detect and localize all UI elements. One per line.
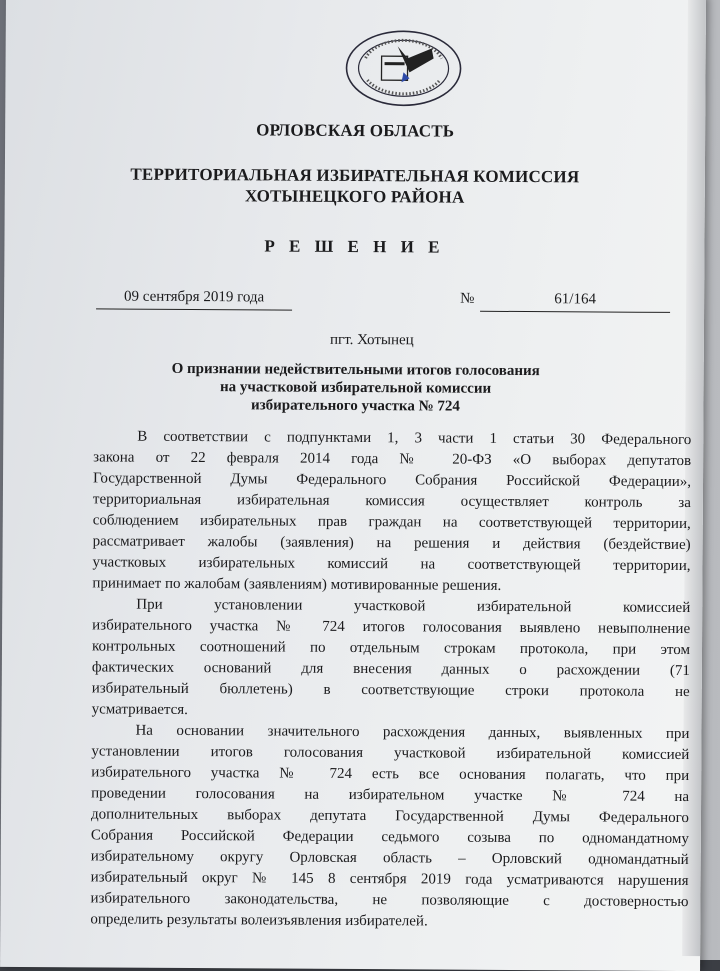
decision-date: 09 сентября 2019 года (96, 286, 292, 310)
place-of-issue: пгт. Хотынец (330, 331, 414, 349)
body-text-line: Собрания Российской Федерации седьмого созыва по одномандатному (90, 827, 689, 848)
body-text-line: На основании значительного расхождения данных, выявленных при (135, 722, 690, 743)
number-label: № (460, 290, 475, 307)
region-heading: ОРЛОВСКАЯ ОБЛАСТЬ (256, 120, 455, 141)
body-text-line: фактических оснований для внесения данных о расхождении (71 (91, 659, 690, 680)
body-text-line: соблюдением избирательных прав граждан на соответствующей территории, (92, 512, 691, 533)
decision-number: 61/164 (480, 289, 670, 313)
body-text-line: избирательному округу Орловская область – Орловский одномандатный (90, 848, 689, 869)
body-text-line: контрольных соотношений по отдельным строкам протокола, при этом (91, 638, 691, 659)
body-text-line: усматривается. (91, 701, 189, 718)
body-text-line: принимает по жалобам (заявлениям) мотивированные решения. (92, 575, 502, 594)
subject-line: на участковой избирательной комиссии (219, 379, 492, 397)
body-text-line: дополнительных выборах депутата Государственной Думы Федерального (90, 806, 690, 827)
subject-line: избирательного участка № 724 (250, 397, 460, 415)
commission-heading-line1: ТЕРРИТОРИАЛЬНАЯ ИЗБИРАТЕЛЬНАЯ КОМИССИЯ (130, 164, 580, 187)
body-text-line: избирательный округ № 145 8 сентября 2019 года усматриваются нарушения (90, 869, 689, 890)
body-text-line: установлении итогов голосования участковой избирательной комиссией (91, 743, 690, 764)
body-text-line: избирательного законодательства, не позволяющие с достоверностью (90, 890, 689, 911)
body-text-line: определить результаты волеизъявления избирателей. (90, 911, 428, 930)
commission-heading-line2: ХОТЫНЕЦКОГО РАЙОНА (244, 186, 465, 207)
body-text-line: закона от 22 февраля 2014 года № 20-ФЗ «О выборах депутатов (93, 449, 692, 470)
body-text-line: проведении голосования на избирательном участке № 724 на (91, 785, 690, 806)
body-text-line: участковых избирательных комиссий на соответствующей территории, (92, 554, 691, 575)
body-text-line: избирательного участка № 724 есть все основания полагать, что при (91, 764, 690, 785)
body-text-line: рассматривает жалобы (заявления) на решения и действия (бездействие) (92, 533, 691, 554)
election-commission-seal-icon (343, 28, 463, 109)
body-text-line: При установлении участковой избирательной комиссией (136, 596, 691, 617)
body-text-line: избирательный бюллетень) в соответствующие строки протокола не (91, 680, 690, 701)
decision-title: Р Е Ш Е Н И Е (264, 236, 445, 257)
body-text-line: территориальная избирательная комиссия осуществляет контроль за (92, 491, 691, 512)
body-text-line: В соответствии с подпунктами 1, 3 части 1 статьи 30 Федерального (137, 428, 692, 449)
body-text-line: избирательного участка № 724 итогов голосования выявлено невыполнение (92, 617, 691, 638)
subject-line: О признании недействительными итогов голосования (171, 360, 540, 380)
body-text-line: Государственной Думы Федерального Собрания Российской Федерации», (92, 470, 692, 491)
